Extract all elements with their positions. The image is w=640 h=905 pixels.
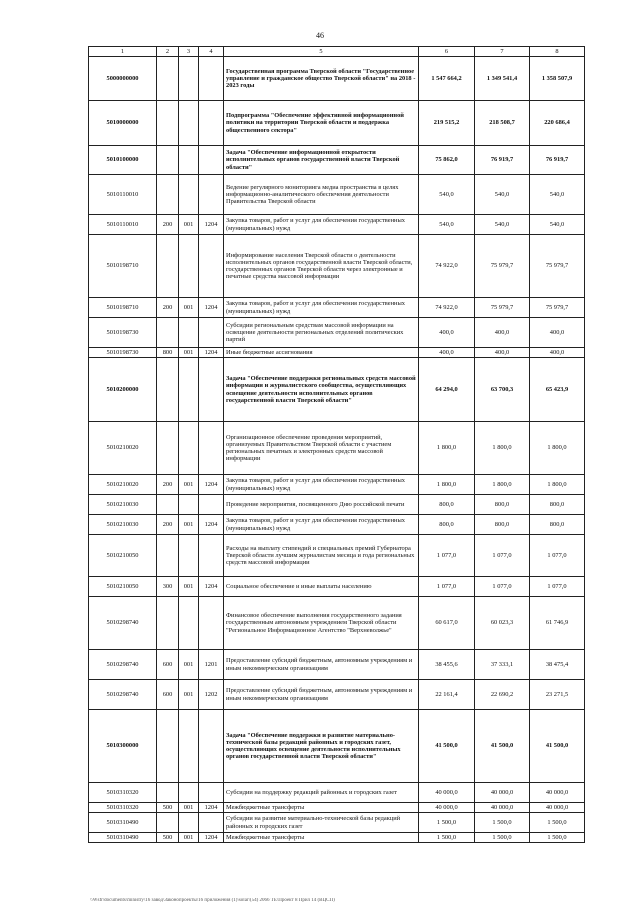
row-section xyxy=(199,235,224,298)
row-value-2019: 1 077,0 xyxy=(419,577,475,597)
row-value-2019: 1 800,0 xyxy=(419,422,475,475)
row-type xyxy=(157,597,179,650)
row-value-2021: 400,0 xyxy=(530,318,585,348)
row-value-2019: 540,0 xyxy=(419,215,475,235)
row-value-2019: 800,0 xyxy=(419,515,475,535)
table-row xyxy=(89,495,585,515)
row-ministry xyxy=(179,358,199,422)
row-value-2020: 75 979,7 xyxy=(475,298,530,318)
table-row xyxy=(89,680,585,710)
row-type: 300 xyxy=(157,577,179,597)
row-section xyxy=(199,146,224,175)
row-value-2020: 22 690,2 xyxy=(475,680,530,710)
row-description: Ведение регулярного мониторинга медиа пространства в целях информационно-аналитического обеспечения деятельности Правительства Тверской области xyxy=(224,175,419,215)
row-code: 5010198710 xyxy=(89,298,157,318)
row-value-2019: 38 455,6 xyxy=(419,650,475,680)
row-type xyxy=(157,175,179,215)
row-section: 1204 xyxy=(199,348,224,358)
row-section: 1204 xyxy=(199,215,224,235)
row-type xyxy=(157,57,179,101)
row-ministry: 001 xyxy=(179,515,199,535)
header-cell: 8 xyxy=(530,47,585,57)
row-value-2021: 1 500,0 xyxy=(530,813,585,833)
row-code: 5010310490 xyxy=(89,833,157,843)
row-value-2019: 74 922,0 xyxy=(419,298,475,318)
row-code: 5010210030 xyxy=(89,515,157,535)
row-value-2019: 219 515,2 xyxy=(419,101,475,146)
row-code: 5010310320 xyxy=(89,783,157,803)
table-row xyxy=(89,515,585,535)
row-ministry xyxy=(179,175,199,215)
row-ministry: 001 xyxy=(179,803,199,813)
table-row xyxy=(89,146,585,175)
row-value-2021: 76 919,7 xyxy=(530,146,585,175)
row-description: Закупка товаров, работ и услуг для обеспечения государственных (муниципальных) нужд xyxy=(224,215,419,235)
row-value-2021: 38 475,4 xyxy=(530,650,585,680)
row-section xyxy=(199,813,224,833)
row-value-2021: 65 423,9 xyxy=(530,358,585,422)
row-section xyxy=(199,358,224,422)
row-value-2020: 1 500,0 xyxy=(475,833,530,843)
header-cell: 6 xyxy=(419,47,475,57)
row-ministry xyxy=(179,101,199,146)
row-value-2020: 37 333,1 xyxy=(475,650,530,680)
row-value-2020: 400,0 xyxy=(475,318,530,348)
header-cell: 5 xyxy=(224,47,419,57)
row-code: 5010198730 xyxy=(89,348,157,358)
row-code: 5010110010 xyxy=(89,215,157,235)
row-section: 1204 xyxy=(199,803,224,813)
row-value-2021: 400,0 xyxy=(530,348,585,358)
row-section: 1204 xyxy=(199,833,224,843)
row-value-2019: 40 000,0 xyxy=(419,783,475,803)
table-row xyxy=(89,348,585,358)
row-code: 5010210050 xyxy=(89,577,157,597)
row-value-2019: 60 617,0 xyxy=(419,597,475,650)
row-code: 5010110010 xyxy=(89,175,157,215)
row-section xyxy=(199,101,224,146)
row-value-2020: 1 500,0 xyxy=(475,813,530,833)
row-value-2021: 61 746,9 xyxy=(530,597,585,650)
row-section xyxy=(199,57,224,101)
row-description: Задача "Обеспечение поддержки региональных средств массовой информации и журналистского сообщества, осуществляющих освещение деятельности исполнительных органов государственной власти Тверской области" xyxy=(224,358,419,422)
row-type xyxy=(157,235,179,298)
row-ministry xyxy=(179,57,199,101)
table-row xyxy=(89,813,585,833)
row-description: Государственная программа Тверской области "Государственное управление и гражданское общество Тверской области" на 2018 - 2023 годы xyxy=(224,57,419,101)
row-value-2021: 540,0 xyxy=(530,215,585,235)
row-value-2019: 800,0 xyxy=(419,495,475,515)
row-value-2020: 800,0 xyxy=(475,495,530,515)
row-value-2021: 1 077,0 xyxy=(530,535,585,577)
row-code: 5010210050 xyxy=(89,535,157,577)
table-row xyxy=(89,318,585,348)
row-section xyxy=(199,710,224,783)
header-cell: 7 xyxy=(475,47,530,57)
row-type: 200 xyxy=(157,298,179,318)
row-description: Организационное обеспечение проведения мероприятий, организуемых Правительством Тверской области с участием региональных печатных и электронных средств массовой информации xyxy=(224,422,419,475)
row-value-2020: 60 023,3 xyxy=(475,597,530,650)
table-row xyxy=(89,475,585,495)
table-row xyxy=(89,710,585,783)
row-code: 5010198730 xyxy=(89,318,157,348)
row-type xyxy=(157,783,179,803)
row-value-2020: 76 919,7 xyxy=(475,146,530,175)
budget-table xyxy=(88,46,585,843)
row-value-2020: 540,0 xyxy=(475,175,530,215)
row-ministry: 001 xyxy=(179,215,199,235)
table-row xyxy=(89,422,585,475)
row-value-2021: 1 358 507,9 xyxy=(530,57,585,101)
row-type xyxy=(157,358,179,422)
row-description: Субсидии региональным средствам массовой информации на освещение деятельности региональных отделений политических партий xyxy=(224,318,419,348)
row-ministry xyxy=(179,146,199,175)
table-row xyxy=(89,175,585,215)
table-row xyxy=(89,650,585,680)
row-value-2019: 40 000,0 xyxy=(419,803,475,813)
row-code: 5010200000 xyxy=(89,358,157,422)
row-value-2021: 540,0 xyxy=(530,175,585,215)
row-type xyxy=(157,535,179,577)
table-row xyxy=(89,215,585,235)
row-value-2021: 220 686,4 xyxy=(530,101,585,146)
row-code: 5010310320 xyxy=(89,803,157,813)
row-description: Предоставление субсидий бюджетным, автономным учреждениям и иным некоммерческим организациям xyxy=(224,680,419,710)
row-value-2019: 41 500,0 xyxy=(419,710,475,783)
row-code: 5000000000 xyxy=(89,57,157,101)
row-value-2020: 63 700,3 xyxy=(475,358,530,422)
row-value-2020: 40 000,0 xyxy=(475,803,530,813)
row-type xyxy=(157,146,179,175)
row-description: Социальное обеспечение и иные выплаты населению xyxy=(224,577,419,597)
row-value-2019: 1 547 664,2 xyxy=(419,57,475,101)
row-value-2021: 75 979,7 xyxy=(530,298,585,318)
row-section: 1204 xyxy=(199,515,224,535)
row-section xyxy=(199,495,224,515)
row-value-2021: 1 500,0 xyxy=(530,833,585,843)
row-value-2021: 41 500,0 xyxy=(530,710,585,783)
table-row xyxy=(89,57,585,101)
table-row xyxy=(89,783,585,803)
table-row xyxy=(89,597,585,650)
table-row xyxy=(89,298,585,318)
row-description: Информирование населения Тверской области о деятельности исполнительных органов государственной власти Тверской области, государственных органов Тверской области через электронные и печатные средства массовой информации xyxy=(224,235,419,298)
row-type: 800 xyxy=(157,348,179,358)
row-ministry xyxy=(179,318,199,348)
row-description: Межбюджетные трансферты xyxy=(224,833,419,843)
row-section xyxy=(199,175,224,215)
row-section xyxy=(199,318,224,348)
row-description: Иные бюджетные ассигнования xyxy=(224,348,419,358)
row-type xyxy=(157,422,179,475)
row-ministry: 001 xyxy=(179,680,199,710)
row-value-2021: 1 800,0 xyxy=(530,475,585,495)
row-code: 5010000000 xyxy=(89,101,157,146)
row-ministry: 001 xyxy=(179,475,199,495)
header-cell: 1 xyxy=(89,47,157,57)
row-value-2020: 1 800,0 xyxy=(475,422,530,475)
row-type: 600 xyxy=(157,680,179,710)
row-section xyxy=(199,535,224,577)
row-section: 1202 xyxy=(199,680,224,710)
table-row xyxy=(89,235,585,298)
row-ministry xyxy=(179,783,199,803)
row-ministry xyxy=(179,535,199,577)
row-code: 5010210020 xyxy=(89,422,157,475)
row-value-2019: 400,0 xyxy=(419,318,475,348)
page-number: 46 xyxy=(316,31,324,40)
row-value-2019: 1 500,0 xyxy=(419,813,475,833)
row-value-2019: 75 862,0 xyxy=(419,146,475,175)
row-section: 1204 xyxy=(199,577,224,597)
row-code: 5010298740 xyxy=(89,650,157,680)
row-code: 5010310490 xyxy=(89,813,157,833)
row-value-2021: 75 979,7 xyxy=(530,235,585,298)
row-section: 1204 xyxy=(199,298,224,318)
row-type: 500 xyxy=(157,803,179,813)
row-description: Закупка товаров, работ и услуг для обеспечения государственных (муниципальных) нужд xyxy=(224,298,419,318)
row-ministry xyxy=(179,235,199,298)
row-description: Закупка товаров, работ и услуг для обеспечения государственных (муниципальных) нужд xyxy=(224,475,419,495)
row-value-2019: 1 800,0 xyxy=(419,475,475,495)
row-ministry: 001 xyxy=(179,348,199,358)
row-value-2019: 1 077,0 xyxy=(419,535,475,577)
row-value-2020: 1 077,0 xyxy=(475,577,530,597)
row-type xyxy=(157,101,179,146)
row-value-2020: 218 508,7 xyxy=(475,101,530,146)
row-code: 5010210020 xyxy=(89,475,157,495)
row-type: 200 xyxy=(157,515,179,535)
row-type xyxy=(157,813,179,833)
row-value-2020: 540,0 xyxy=(475,215,530,235)
header-cell: 3 xyxy=(179,47,199,57)
row-type xyxy=(157,495,179,515)
row-value-2021: 800,0 xyxy=(530,515,585,535)
row-value-2019: 22 161,4 xyxy=(419,680,475,710)
row-value-2021: 1 077,0 xyxy=(530,577,585,597)
row-ministry xyxy=(179,495,199,515)
row-value-2021: 800,0 xyxy=(530,495,585,515)
row-value-2019: 400,0 xyxy=(419,348,475,358)
table-row xyxy=(89,358,585,422)
row-description: Финансовое обеспечение выполнения государственного задания государственным автономным учреждением Тверской области "Региональное Информационное Агентство "Верхневолжье" xyxy=(224,597,419,650)
row-ministry: 001 xyxy=(179,650,199,680)
row-description: Закупка товаров, работ и услуг для обеспечения государственных (муниципальных) нужд xyxy=(224,515,419,535)
row-value-2020: 1 800,0 xyxy=(475,475,530,495)
row-ministry xyxy=(179,710,199,783)
row-value-2020: 1 077,0 xyxy=(475,535,530,577)
row-value-2021: 40 000,0 xyxy=(530,783,585,803)
row-description: Подпрограмма "Обеспечение эффективной информационной политики на территории Тверской области и поддержка общественного сектора" xyxy=(224,101,419,146)
table-row xyxy=(89,803,585,813)
row-description: Межбюджетные трансферты xyxy=(224,803,419,813)
header-cell: 4 xyxy=(199,47,224,57)
row-description: Предоставление субсидий бюджетным, автономным учреждениям и иным некоммерческим организациям xyxy=(224,650,419,680)
row-type xyxy=(157,710,179,783)
row-description: Расходы на выплату стипендий и специальных премий Губернатора Тверской области лучшим журналистам месяца и года региональных средств массовой информации xyxy=(224,535,419,577)
row-code: 5010300000 xyxy=(89,710,157,783)
row-description: Субсидии на поддержку редакций районных и городских газет xyxy=(224,783,419,803)
row-ministry: 001 xyxy=(179,577,199,597)
row-value-2021: 40 000,0 xyxy=(530,803,585,813)
row-description: Субсидии на развитие материально-технической базы редакций районных и городских газет xyxy=(224,813,419,833)
row-value-2020: 400,0 xyxy=(475,348,530,358)
row-type: 600 xyxy=(157,650,179,680)
row-type: 500 xyxy=(157,833,179,843)
header-row xyxy=(89,47,585,57)
row-code: 5010298740 xyxy=(89,680,157,710)
header-cell: 2 xyxy=(157,47,179,57)
footer-path: \\Wsfr\documents\ministry\16 завод\Законопроекты\16 приложения (1)\solar\(54) 2066 ТЕ\Проект 8 Прил 14 (ВЦСП) xyxy=(90,898,335,903)
table-row xyxy=(89,577,585,597)
row-value-2021: 23 271,5 xyxy=(530,680,585,710)
row-value-2020: 41 500,0 xyxy=(475,710,530,783)
row-code: 5010198710 xyxy=(89,235,157,298)
row-value-2019: 540,0 xyxy=(419,175,475,215)
row-description: Задача "Обеспечение информационной открытости исполнительных органов государственной власти Тверской области" xyxy=(224,146,419,175)
row-value-2019: 74 922,0 xyxy=(419,235,475,298)
table-row xyxy=(89,101,585,146)
row-ministry xyxy=(179,422,199,475)
row-ministry: 001 xyxy=(179,298,199,318)
row-value-2019: 1 500,0 xyxy=(419,833,475,843)
row-code: 5010298740 xyxy=(89,597,157,650)
row-ministry: 001 xyxy=(179,833,199,843)
row-ministry xyxy=(179,597,199,650)
row-section: 1201 xyxy=(199,650,224,680)
row-section xyxy=(199,422,224,475)
row-description: Проведение мероприятия, посвященного Дню российской печати xyxy=(224,495,419,515)
row-value-2020: 1 349 541,4 xyxy=(475,57,530,101)
row-code: 5010210030 xyxy=(89,495,157,515)
table-row xyxy=(89,833,585,843)
row-value-2020: 40 000,0 xyxy=(475,783,530,803)
row-type xyxy=(157,318,179,348)
row-value-2020: 800,0 xyxy=(475,515,530,535)
row-section xyxy=(199,597,224,650)
row-code: 5010100000 xyxy=(89,146,157,175)
row-section: 1204 xyxy=(199,475,224,495)
row-section xyxy=(199,783,224,803)
row-type: 200 xyxy=(157,215,179,235)
row-type: 200 xyxy=(157,475,179,495)
table-row xyxy=(89,535,585,577)
row-description: Задача "Обеспечение поддержки и развитие материально-технической базы редакций районных и городских газет, осуществляющих освещение деятельности исполнительных органов государственной власти Тверской области" xyxy=(224,710,419,783)
row-value-2019: 64 294,0 xyxy=(419,358,475,422)
row-value-2020: 75 979,7 xyxy=(475,235,530,298)
row-value-2021: 1 800,0 xyxy=(530,422,585,475)
row-ministry xyxy=(179,813,199,833)
